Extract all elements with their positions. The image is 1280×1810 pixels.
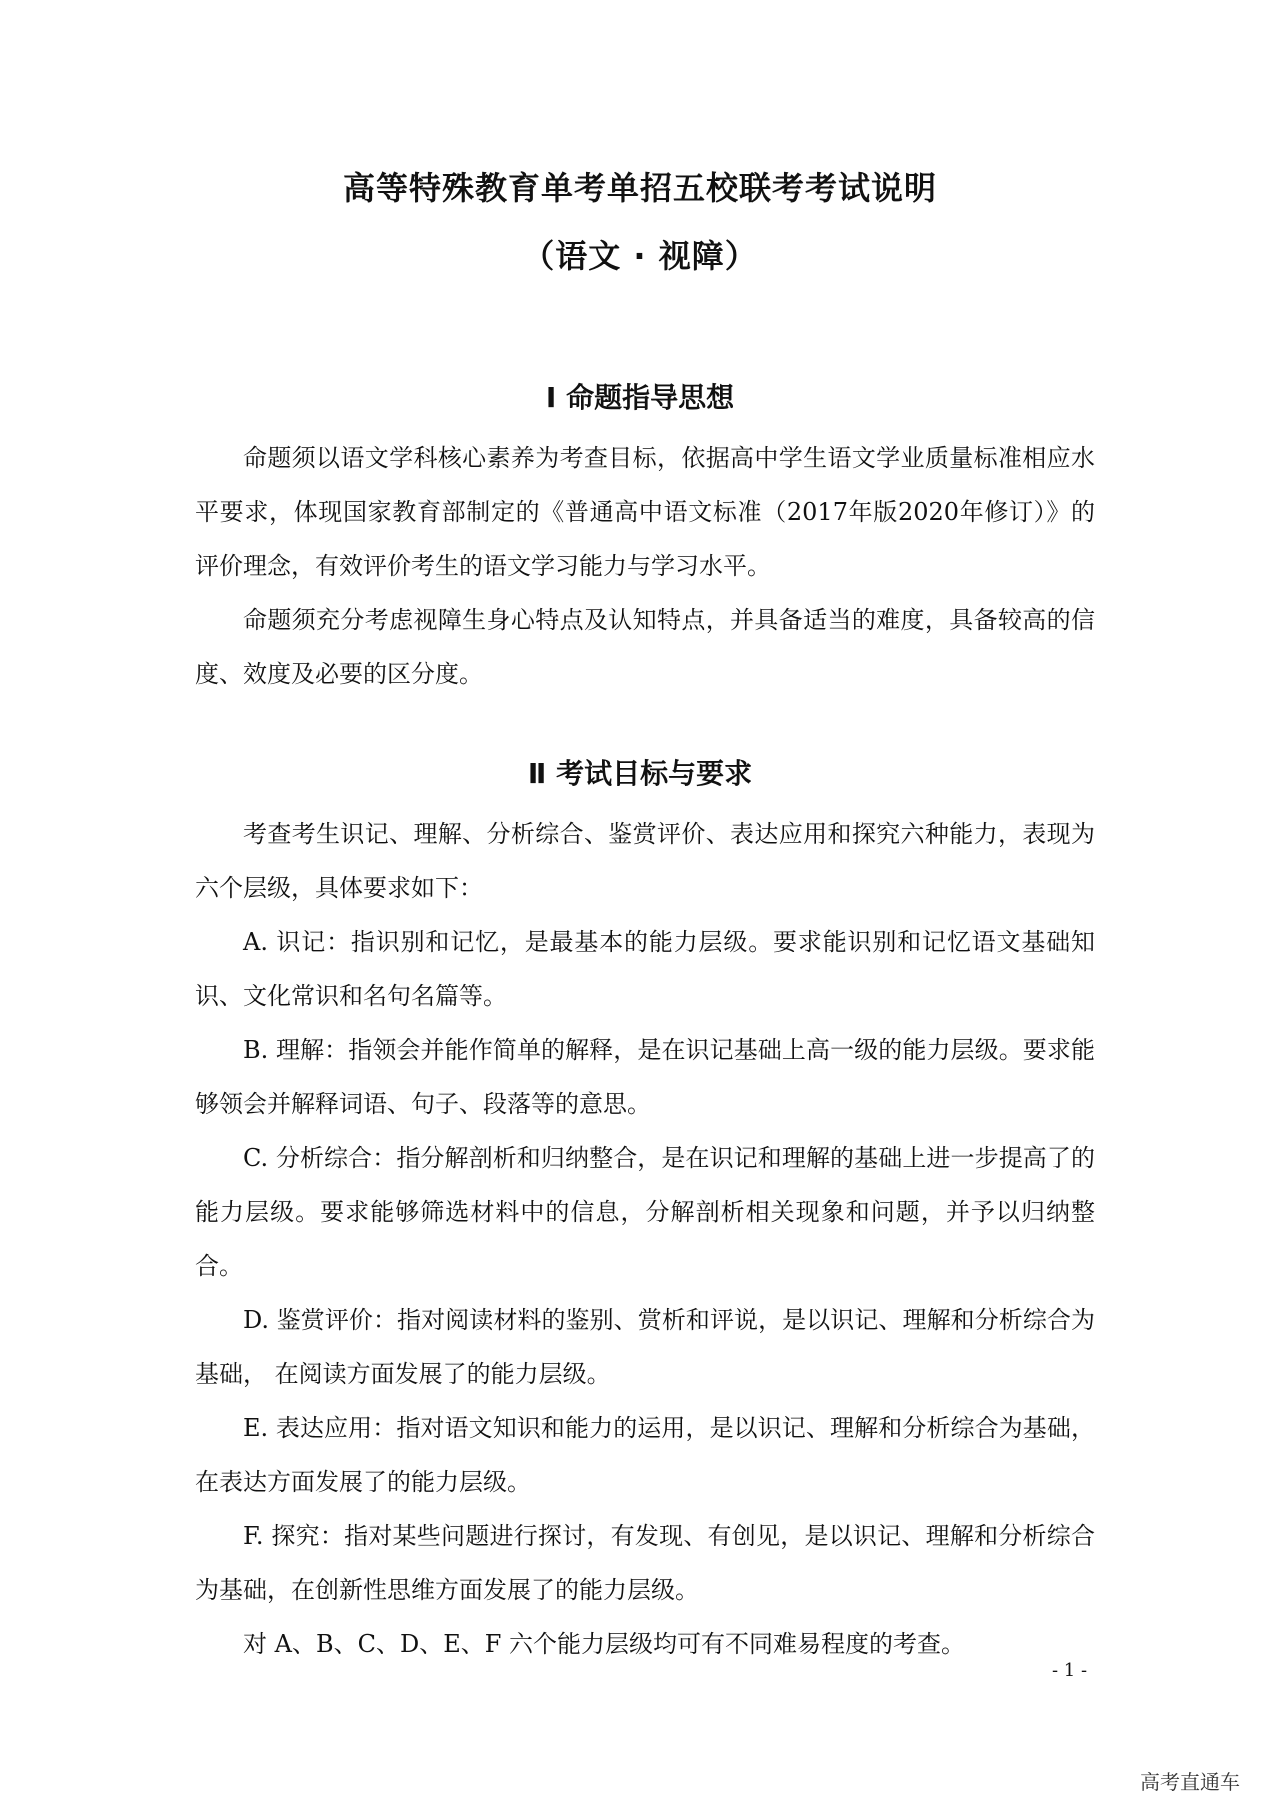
- ability-item-b: B. 理解：指领会并能作简单的解释，是在识记基础上高一级的能力层级。要求能够领会并解释词语、句子、段落等的意思。: [195, 1036, 1095, 1118]
- ability-item-c: C. 分析综合：指分解剖析和归纳整合，是在识记和理解的基础上进一步提高了的能力层级。要求能够筛选材料中的信息，分解剖析相关现象和问题，并予以归纳整合。: [195, 1144, 1095, 1280]
- section-2-body: [195, 807, 1095, 1671]
- paragraph: 命题须充分考虑视障生身心特点及认知特点，并具备适当的难度，具备较高的信度、效度及必要的区分度。: [195, 606, 1095, 688]
- document-title: 高等特殊教育单考单招五校联考考试说明: [342, 169, 937, 207]
- page-number: - 1 -: [1052, 1660, 1088, 1681]
- watermark: 高考直通车: [1140, 1770, 1240, 1794]
- paragraph: 命题须以语文学科核心素养为考查目标，依据高中学生语文学业质量标准相应水平要求，体现国家教育部制定的《普通高中语文标准（2017年版2020年修订）》的评价理念，有效评价考生的语文学习能力与学习水平。: [195, 444, 1095, 580]
- ability-item-d: D. 鉴赏评价：指对阅读材料的鉴别、赏析和评说，是以识记、理解和分析综合为基础， 在阅读方面发展了的能力层级。: [195, 1306, 1095, 1388]
- paragraph: 考查考生识记、理解、分析综合、鉴赏评价、表达应用和探究六种能力，表现为六个层级，具体要求如下：: [195, 820, 1095, 902]
- ability-item-a: A. 识记：指识别和记忆，是最基本的能力层级。要求能识别和记忆语文基础知识、文化常识和名句名篇等。: [195, 928, 1095, 1010]
- paragraph: 对 A、B、C、D、E、F 六个能力层级均可有不同难易程度的考查。: [243, 1630, 966, 1658]
- document-subtitle: （语文 · 视障）: [522, 237, 758, 275]
- section-1-body: [195, 431, 1095, 701]
- ability-item-e: E. 表达应用：指对语文知识和能力的运用，是以识记、理解和分析综合为基础，在表达方面发展了的能力层级。: [195, 1414, 1095, 1496]
- section-heading-2: Ⅱ 考试目标与要求: [527, 757, 753, 790]
- section-heading-1: Ⅰ 命题指导思想: [545, 381, 735, 414]
- ability-item-f: F. 探究：指对某些问题进行探讨，有发现、有创见，是以识记、理解和分析综合为基础，在创新性思维方面发展了的能力层级。: [195, 1522, 1095, 1604]
